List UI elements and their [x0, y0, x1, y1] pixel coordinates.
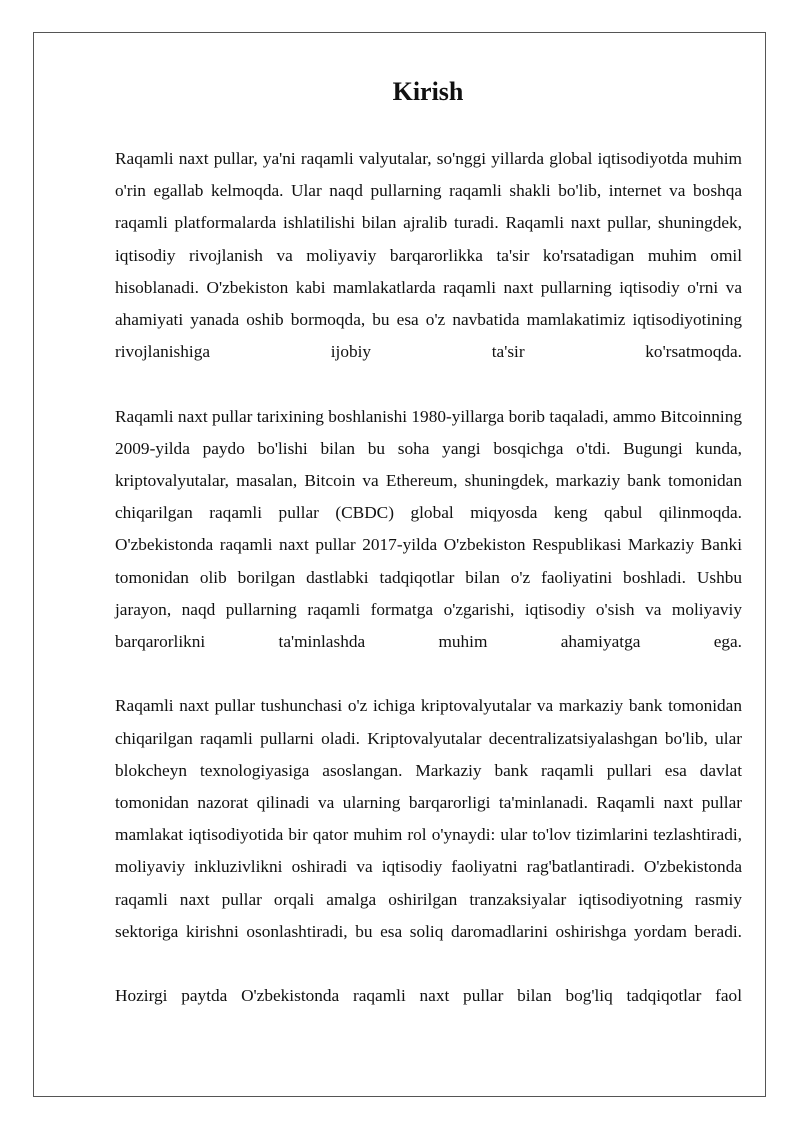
page-title: Kirish [392, 77, 464, 106]
paragraph-1: Raqamli naxt pullar, ya'ni raqamli valyutalar, so'nggi yillarda global iqtisodiyotda muhim o'rin egallab kelmoqda. Ular naqd pullarning raqamli shakli bo'lib, internet va boshqa raqamli platformalarda ishlatilishi bilan ajralib turadi. Raqamli naxt pullar, shuningdek, iqtisodiy rivojlanish va moliyaviy barqarorlikka ta'sir ko'rsatadigan muhim omil hisoblanadi. O'zbekiston kabi mamlakatlarda raqamli naxt pullarning iqtisodiy o'rni va ahamiyati yanada oshib bormoqda, bu esa o'z navbatida mamlakatimiz iqtisodiyotining rivojlanishiga ijobiy ta'sir ko'rsatmoqda. [115, 149, 742, 362]
paragraph-2: Raqamli naxt pullar tarixining boshlanishi 1980-yillarga borib taqaladi, ammo Bitcoinning 2009-yilda paydo bo'lishi bilan bu soha yangi bosqichga o'tdi. Bugungi kunda, kriptovalyutalar, masalan, Bitcoin va Ethereum, shuningdek, markaziy bank tomonidan chiqarilgan raqamli pullar (CBDC) global miqyosda keng qabul qilinmoqda. O'zbekistonda raqamli naxt pullar 2017-yilda O'zbekiston Respublikasi Markaziy Banki tomonidan olib borilgan dastlabki tadqiqotlar bilan o'z faoliyatini boshladi. Ushbu jarayon, naqd pullarning raqamli formatga o'zgarishi, iqtisodiy o'sish va moliyaviy barqarorlikni ta'minlashda muhim ahamiyatga ega. [115, 406, 742, 652]
paragraph-4: Hozirgi paytda O'zbekistonda raqamli naxt pullar bilan bog'liq tadqiqotlar faol [115, 986, 742, 1006]
document-body [115, 143, 742, 1012]
paragraph-3: Raqamli naxt pullar tushunchasi o'z ichiga kriptovalyutalar va markaziy bank tomonidan chiqarilgan raqamli pullarni oladi. Kriptovalyutalar decentralizatsiyalashgan bo'lib, ular blokcheyn texnologiyasiga asoslangan. Markaziy bank raqamli pullari esa davlat tomonidan nazorat qilinadi va ularning barqarorligi ta'minlanadi. Raqamli naxt pullar mamlakat iqtisodiyotida bir qator muhim rol o'ynaydi: ular to'lov tizimlarini tezlashtiradi, moliyaviy inkluzivlikni oshiradi va iqtisodiy faoliyatni rag'batlantiradi. O'zbekistonda raqamli naxt pullar orqali amalga oshirilgan tranzaksiyalar iqtisodiyotning rasmiy sektoriga kirishni osonlashtiradi, bu esa soliq daromadlarini oshirishga yordam beradi. [115, 696, 742, 941]
